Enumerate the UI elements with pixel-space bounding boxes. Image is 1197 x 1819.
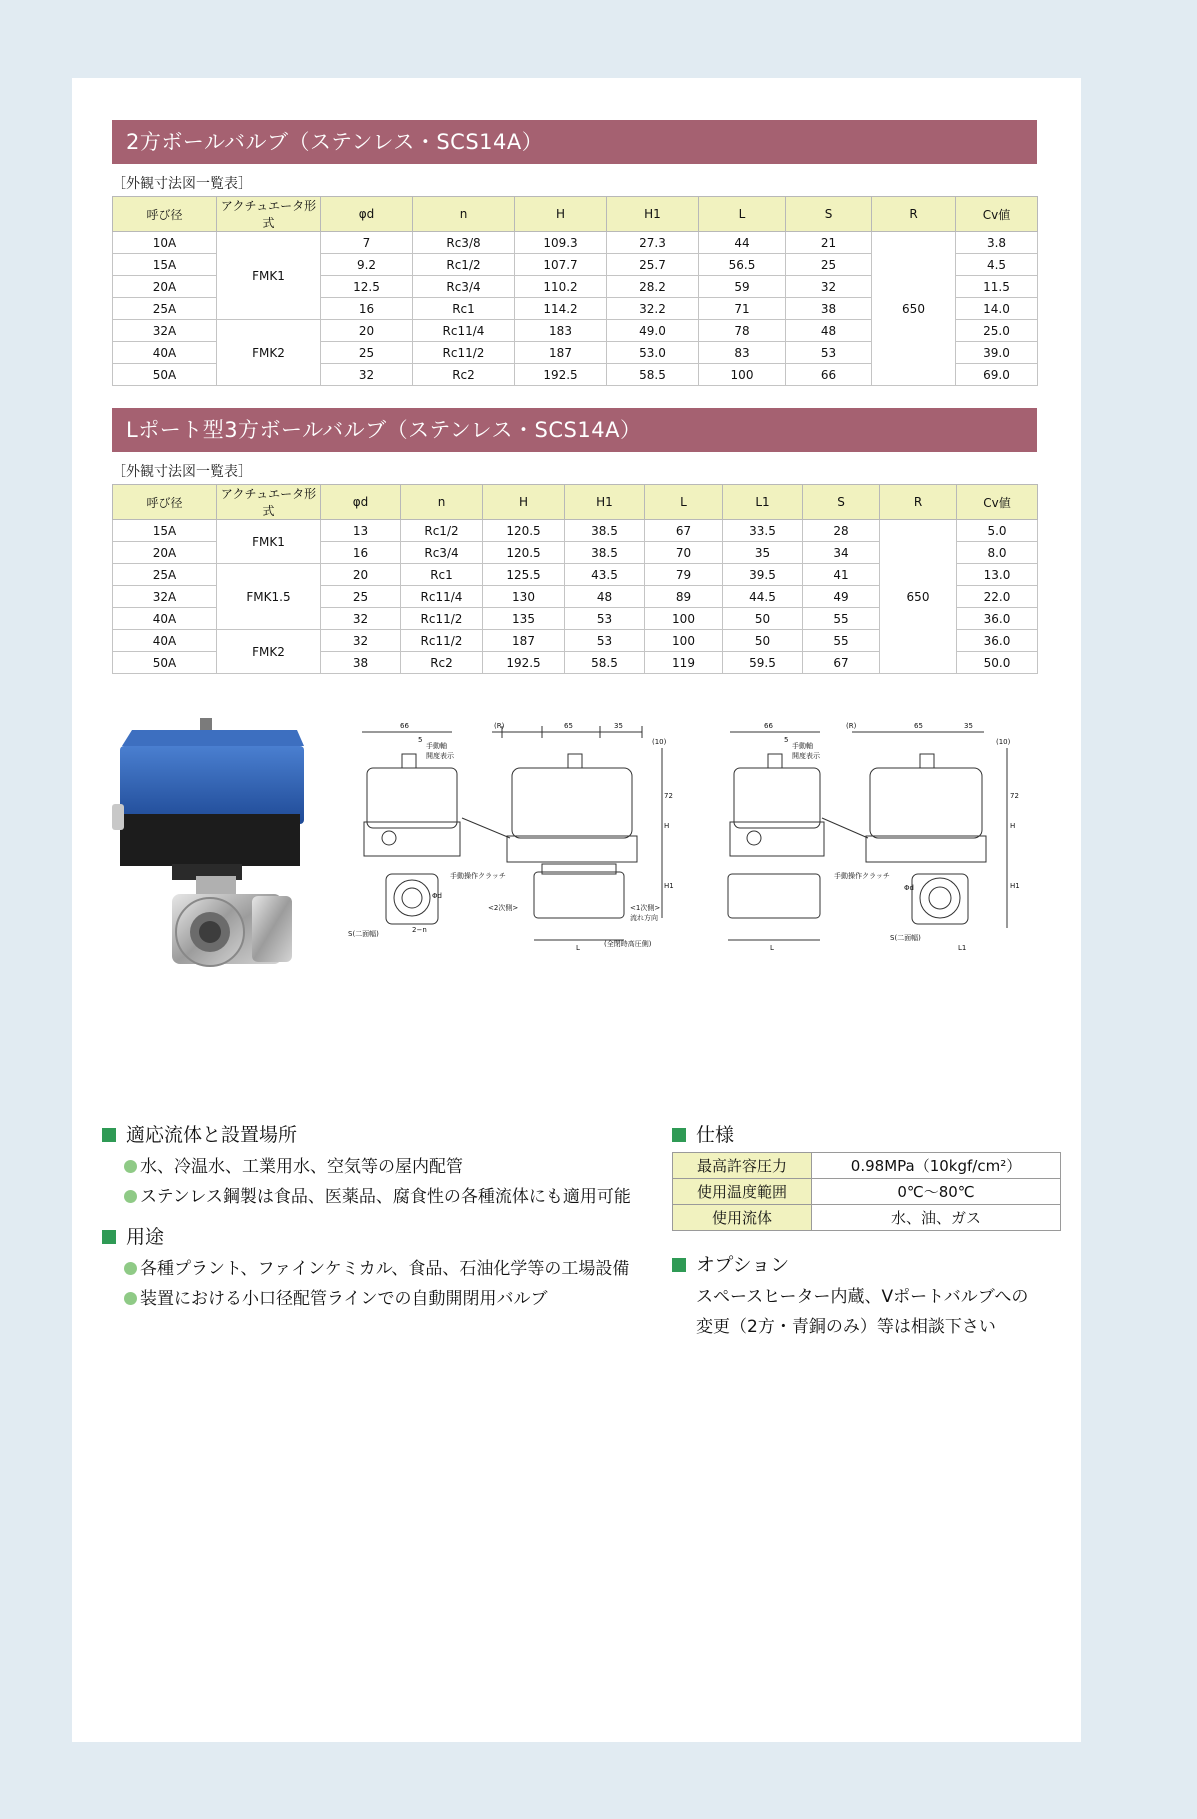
section2-title-band <box>112 408 1037 452</box>
actuator-cell: FMK1.5 <box>217 564 321 630</box>
l-cell: 67 <box>645 520 723 542</box>
size-cell: 25A <box>113 298 217 320</box>
l-cell: 56.5 <box>699 254 786 276</box>
size-cell: 32A <box>113 586 217 608</box>
phi-d-label-2: Φd <box>904 884 914 892</box>
spec-row <box>673 1179 1061 1205</box>
column-header: アクチュエータ形式 <box>217 485 321 520</box>
s-label: S(二面幅) <box>348 930 379 938</box>
dim-5-label: 5 <box>418 736 423 744</box>
three-way-valve-dimension-drawing <box>722 718 1022 958</box>
dim-35-label: 35 <box>614 722 623 730</box>
h-cell: 187 <box>483 630 565 652</box>
s-cell: 53 <box>786 342 872 364</box>
bullet-dot-icon <box>124 1190 137 1203</box>
h-cell: 120.5 <box>483 520 565 542</box>
options-heading <box>672 1250 789 1277</box>
dim-r-label: (R) <box>494 722 505 730</box>
s-cell: 48 <box>786 320 872 342</box>
uses-item-2-text: 装置における小口径配管ラインでの自動開閉用バルブ <box>140 1289 548 1309</box>
dim-72-label-2: 72 <box>1010 792 1019 800</box>
n-cell: Rc1 <box>413 298 515 320</box>
cv-cell: 39.0 <box>956 342 1038 364</box>
manual-shaft-label-2: 手動軸 <box>792 742 813 750</box>
size-cell: 50A <box>113 364 217 386</box>
d-cell: 32 <box>321 364 413 386</box>
l1-cell: 50 <box>723 630 803 652</box>
side2-label: <2次側> <box>488 904 519 912</box>
opening-display-label: 開度表示 <box>426 752 454 760</box>
d-cell: 20 <box>321 564 401 586</box>
column-header: φd <box>321 197 413 232</box>
l-cell: 83 <box>699 342 786 364</box>
column-header: L <box>645 485 723 520</box>
features-item-2-text: ステンレス鋼製は食品、医薬品、腐食性の各種流体にも適用可能 <box>140 1187 631 1207</box>
dim-66-label: 66 <box>400 722 409 730</box>
column-header: H1 <box>565 485 645 520</box>
section1-dimension-table <box>112 196 1038 386</box>
size-cell: 40A <box>113 608 217 630</box>
table-row <box>113 232 1038 254</box>
n-cell: Rc1/2 <box>401 520 483 542</box>
column-header: 呼び径 <box>113 485 217 520</box>
s-cell: 38 <box>786 298 872 320</box>
features-heading-text: 適応流体と設置場所 <box>126 1124 298 1146</box>
size-cell: 40A <box>113 342 217 364</box>
green-square-icon <box>672 1128 686 1142</box>
two-way-valve-dimension-drawing <box>342 718 682 958</box>
actuator-cell: FMK1 <box>217 232 321 320</box>
s-cell: 67 <box>803 652 880 674</box>
l-cell: 70 <box>645 542 723 564</box>
cv-cell: 5.0 <box>957 520 1038 542</box>
side1-label: <1次側> <box>630 904 661 912</box>
cv-cell: 36.0 <box>957 630 1038 652</box>
spec-table <box>672 1152 1061 1231</box>
d-cell: 9.2 <box>321 254 413 276</box>
d-cell: 20 <box>321 320 413 342</box>
n-cell: Rc11/2 <box>401 608 483 630</box>
d-cell: 32 <box>321 630 401 652</box>
l-cell: 100 <box>645 608 723 630</box>
options-heading-text: オプション <box>696 1254 790 1276</box>
h-cell: 110.2 <box>515 276 607 298</box>
column-header: n <box>413 197 515 232</box>
n-cell: Rc1/2 <box>413 254 515 276</box>
d-cell: 16 <box>321 298 413 320</box>
l-label: L <box>576 944 580 952</box>
cv-cell: 11.5 <box>956 276 1038 298</box>
size-cell: 10A <box>113 232 217 254</box>
n-cell: Rc3/8 <box>413 232 515 254</box>
l1-cell: 50 <box>723 608 803 630</box>
column-header: S <box>803 485 880 520</box>
h1-cell: 32.2 <box>607 298 699 320</box>
s-label-2: S(二面幅) <box>890 934 921 942</box>
features-heading <box>102 1120 297 1147</box>
spec-value: 0.98MPa（10kgf/cm²） <box>812 1153 1061 1179</box>
cv-cell: 4.5 <box>956 254 1038 276</box>
h-cell: 187 <box>515 342 607 364</box>
features-item-1-text: 水、冷温水、工業用水、空気等の屋内配管 <box>140 1157 463 1177</box>
spec-value: 水、油、ガス <box>812 1205 1061 1231</box>
cv-cell: 13.0 <box>957 564 1038 586</box>
l-cell: 59 <box>699 276 786 298</box>
column-header: φd <box>321 485 401 520</box>
h1-cell: 53 <box>565 630 645 652</box>
features-item-2 <box>124 1182 631 1207</box>
s-cell: 32 <box>786 276 872 298</box>
d-cell: 25 <box>321 342 413 364</box>
uses-item-2 <box>124 1284 548 1309</box>
spec-key: 使用温度範囲 <box>673 1179 812 1205</box>
column-header: n <box>401 485 483 520</box>
actuator-cell: FMK1 <box>217 520 321 564</box>
l1-label: L1 <box>958 944 967 952</box>
h-cell: 135 <box>483 608 565 630</box>
uses-item-1-text: 各種プラント、ファインケミカル、食品、石油化学等の工場設備 <box>140 1259 630 1279</box>
size-cell: 40A <box>113 630 217 652</box>
h1-cell: 43.5 <box>565 564 645 586</box>
section1-title: 2方ボールバルブ（ステンレス・SCS14A） <box>126 130 544 154</box>
manual-shaft-label: 手動軸 <box>426 742 447 750</box>
l-cell: 78 <box>699 320 786 342</box>
dim-65-label: 65 <box>564 722 573 730</box>
cv-cell: 50.0 <box>957 652 1038 674</box>
s-cell: 55 <box>803 608 880 630</box>
size-cell: 15A <box>113 520 217 542</box>
specs-heading <box>672 1120 734 1147</box>
h-cell: 192.5 <box>483 652 565 674</box>
bullet-dot-icon <box>124 1262 137 1275</box>
dim-66-label-2: 66 <box>764 722 773 730</box>
manual-clutch-label-2: 手動操作クラッチ <box>834 872 890 880</box>
size-cell: 20A <box>113 276 217 298</box>
size-cell: 20A <box>113 542 217 564</box>
h-cell: 125.5 <box>483 564 565 586</box>
r-cell: 650 <box>880 520 957 674</box>
s-cell: 28 <box>803 520 880 542</box>
section1-caption: ［外観寸法図一覧表］ <box>112 176 252 192</box>
l1-cell: 35 <box>723 542 803 564</box>
l1-cell: 33.5 <box>723 520 803 542</box>
n-cell: Rc1 <box>401 564 483 586</box>
h-label: H <box>664 822 670 830</box>
h1-cell: 58.5 <box>607 364 699 386</box>
h1-label: H1 <box>664 882 674 890</box>
spec-row <box>673 1205 1061 1231</box>
cv-cell: 3.8 <box>956 232 1038 254</box>
d-cell: 25 <box>321 586 401 608</box>
l1-cell: 39.5 <box>723 564 803 586</box>
h1-cell: 53 <box>565 608 645 630</box>
green-square-icon <box>102 1128 116 1142</box>
options-line-1: スペースヒーター内蔵、Vポートバルブへの <box>696 1287 1029 1307</box>
n-cell: Rc2 <box>401 652 483 674</box>
options-line-2: 変更（2方・青銅のみ）等は相談下さい <box>696 1317 996 1337</box>
h-cell: 107.7 <box>515 254 607 276</box>
column-header: S <box>786 197 872 232</box>
uses-item-1 <box>124 1254 629 1279</box>
spec-value: 0℃〜80℃ <box>812 1179 1061 1205</box>
h-cell: 109.3 <box>515 232 607 254</box>
actuator-cell: FMK2 <box>217 320 321 386</box>
column-header: H1 <box>607 197 699 232</box>
n-cell: Rc3/4 <box>401 542 483 564</box>
n-cell: Rc11/4 <box>413 320 515 342</box>
column-header: Cv値 <box>956 197 1038 232</box>
opening-display-label-2: 開度表示 <box>792 752 820 760</box>
d-cell: 12.5 <box>321 276 413 298</box>
l-cell: 100 <box>699 364 786 386</box>
column-header: R <box>880 485 957 520</box>
green-square-icon <box>672 1258 686 1272</box>
n-cell: Rc11/2 <box>413 342 515 364</box>
section1-title-band <box>112 120 1037 164</box>
l-cell: 79 <box>645 564 723 586</box>
h1-cell: 58.5 <box>565 652 645 674</box>
column-header: 呼び径 <box>113 197 217 232</box>
s-cell: 55 <box>803 630 880 652</box>
n-cell: Rc3/4 <box>413 276 515 298</box>
dim-5-label-2: 5 <box>784 736 789 744</box>
dim-r-label-2: (R) <box>846 722 857 730</box>
column-header: L1 <box>723 485 803 520</box>
specs-heading-text: 仕様 <box>696 1124 735 1146</box>
bullet-dot-icon <box>124 1292 137 1305</box>
dim-10-label-2: (10) <box>996 738 1011 746</box>
manual-clutch-label: 手動操作クラッチ <box>450 872 506 880</box>
catalog-page <box>72 78 1081 1742</box>
s-cell: 66 <box>786 364 872 386</box>
h-cell: 192.5 <box>515 364 607 386</box>
d-cell: 16 <box>321 542 401 564</box>
l-cell: 89 <box>645 586 723 608</box>
s-cell: 34 <box>803 542 880 564</box>
h-cell: 114.2 <box>515 298 607 320</box>
spec-row <box>673 1153 1061 1179</box>
size-cell: 50A <box>113 652 217 674</box>
column-header: H <box>483 485 565 520</box>
size-cell: 25A <box>113 564 217 586</box>
l-label-2: L <box>770 944 774 952</box>
h1-cell: 38.5 <box>565 542 645 564</box>
h1-cell: 49.0 <box>607 320 699 342</box>
d-cell: 7 <box>321 232 413 254</box>
s-cell: 49 <box>803 586 880 608</box>
s-cell: 21 <box>786 232 872 254</box>
d-cell: 38 <box>321 652 401 674</box>
uses-heading <box>102 1222 164 1249</box>
column-header: H <box>515 197 607 232</box>
s-cell: 41 <box>803 564 880 586</box>
green-square-icon <box>102 1230 116 1244</box>
n-cell: Rc11/2 <box>401 630 483 652</box>
d-cell: 13 <box>321 520 401 542</box>
h-label-2: H <box>1010 822 1016 830</box>
size-cell: 15A <box>113 254 217 276</box>
phi-d-label: Φd <box>432 892 442 900</box>
spec-key: 使用流体 <box>673 1205 812 1231</box>
h1-cell: 28.2 <box>607 276 699 298</box>
h1-label-2: H1 <box>1010 882 1020 890</box>
dim-65-label-2: 65 <box>914 722 923 730</box>
l-cell: 100 <box>645 630 723 652</box>
dim-72-label: 72 <box>664 792 673 800</box>
n-cell: Rc2 <box>413 364 515 386</box>
bullet-dot-icon <box>124 1160 137 1173</box>
actuator-cell: FMK2 <box>217 630 321 674</box>
size-cell: 32A <box>113 320 217 342</box>
h1-cell: 25.7 <box>607 254 699 276</box>
full-close-label: (全閉時高圧側) <box>604 940 652 948</box>
l-cell: 119 <box>645 652 723 674</box>
h1-cell: 48 <box>565 586 645 608</box>
l1-cell: 44.5 <box>723 586 803 608</box>
dim-35-label-2: 35 <box>964 722 973 730</box>
cv-cell: 8.0 <box>957 542 1038 564</box>
h-cell: 183 <box>515 320 607 342</box>
l1-cell: 59.5 <box>723 652 803 674</box>
cv-cell: 69.0 <box>956 364 1038 386</box>
table-row <box>113 520 1038 542</box>
h1-cell: 38.5 <box>565 520 645 542</box>
valve-product-photo <box>112 718 312 978</box>
cv-cell: 36.0 <box>957 608 1038 630</box>
l-cell: 71 <box>699 298 786 320</box>
column-header: Cv値 <box>957 485 1038 520</box>
column-header: L <box>699 197 786 232</box>
uses-heading-text: 用途 <box>126 1226 165 1248</box>
section2-dimension-table <box>112 484 1038 674</box>
l-cell: 44 <box>699 232 786 254</box>
dim-10-label: (10) <box>652 738 667 746</box>
cv-cell: 22.0 <box>957 586 1038 608</box>
h1-cell: 53.0 <box>607 342 699 364</box>
r-cell: 650 <box>872 232 956 386</box>
section2-title: Lポート型3方ボールバルブ（ステンレス・SCS14A） <box>126 418 642 442</box>
n-cell: Rc11/4 <box>401 586 483 608</box>
cv-cell: 25.0 <box>956 320 1038 342</box>
cv-cell: 14.0 <box>956 298 1038 320</box>
n-label: 2−n <box>412 926 427 934</box>
spec-key: 最高許容圧力 <box>673 1153 812 1179</box>
column-header: R <box>872 197 956 232</box>
column-header: アクチュエータ形式 <box>217 197 321 232</box>
flow-direction-label: 流れ方向 <box>630 914 658 922</box>
s-cell: 25 <box>786 254 872 276</box>
section2-caption: ［外観寸法図一覧表］ <box>112 464 252 480</box>
h1-cell: 27.3 <box>607 232 699 254</box>
d-cell: 32 <box>321 608 401 630</box>
h-cell: 130 <box>483 586 565 608</box>
features-item-1 <box>124 1152 463 1177</box>
h-cell: 120.5 <box>483 542 565 564</box>
